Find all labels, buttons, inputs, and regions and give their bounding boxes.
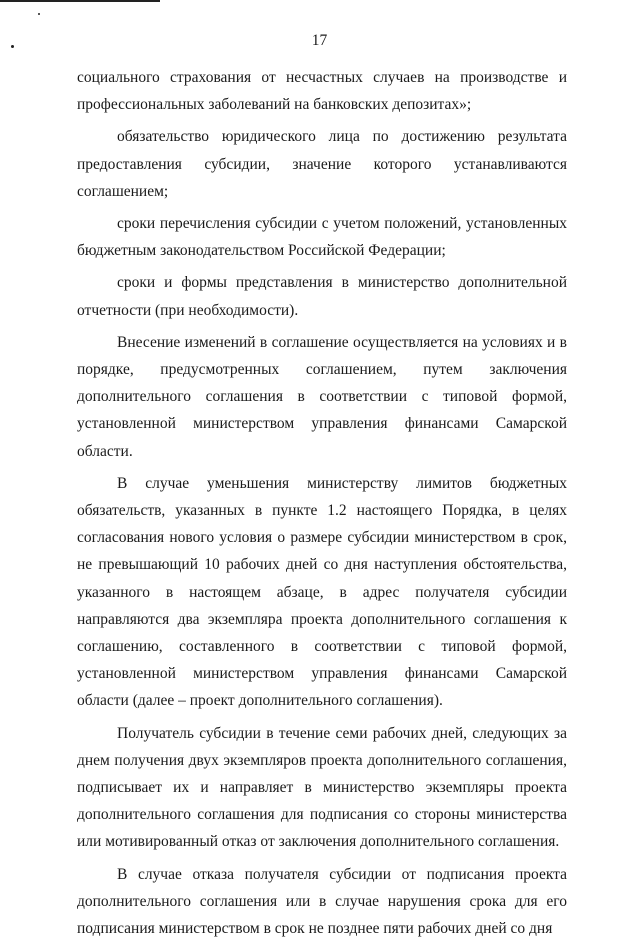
paragraph: В случае уменьшения министерству лимитов бюджетных обязательств, указанных в пункте 1.2 настоящего Порядка, в целях согласования нового условия о размере субсидии министерством в срок, не превышающий 10 рабочих дней со дня наступления обстоятельства, указанного в настоящем абзаце, в адрес получателя субсидии направляются два экземпляра проекта дополнительного соглашения к соглашению, составленного в соответствии с типовой формой, установленной министерством управления финансами Самарской области (далее – проект дополнительного соглашения). bbox=[77, 474, 567, 710]
paragraph: сроки и формы представления в министерство дополнительной отчетности (при необходимости). bbox=[77, 274, 567, 319]
document-body bbox=[77, 64, 567, 947]
paragraph: обязательство юридического лица по достижению результата предоставления субсидии, значение которого устанавливаются соглашением; bbox=[77, 128, 567, 200]
paragraph: Внесение изменений в соглашение осуществляется на условиях и в порядке, предусмотренных соглашением, путем заключения дополнительного соглашения в соответствии с типовой формой, установленной министерством управления финансами Самарской области. bbox=[77, 333, 567, 460]
scan-speck bbox=[38, 13, 40, 15]
paragraph-continuation: социального страхования от несчастных случаев на производстве и профессиональных заболеваний на банковских депозитах»; bbox=[77, 69, 567, 114]
paragraph: Получатель субсидии в течение семи рабочих дней, следующих за днем получения двух экземпляров проекта дополнительного соглашения, подписывает их и направляет в министерство экземпляры проекта дополнительного соглашения для подписания со стороны министерства или мотивированный отказ от заключения дополнительного соглашения. bbox=[77, 724, 567, 851]
paragraph: сроки перечисления субсидии с учетом положений, установленных бюджетным законодательством Российской Федерации; bbox=[77, 215, 567, 260]
page-number: 17 bbox=[311, 32, 328, 49]
scan-edge-mark bbox=[0, 0, 160, 2]
paragraph: В случае отказа получателя субсидии от подписания проекта дополнительного соглашения или в случае нарушения срока для его подписания министерством в срок не позднее пяти рабочих дней со дня bbox=[77, 865, 567, 938]
